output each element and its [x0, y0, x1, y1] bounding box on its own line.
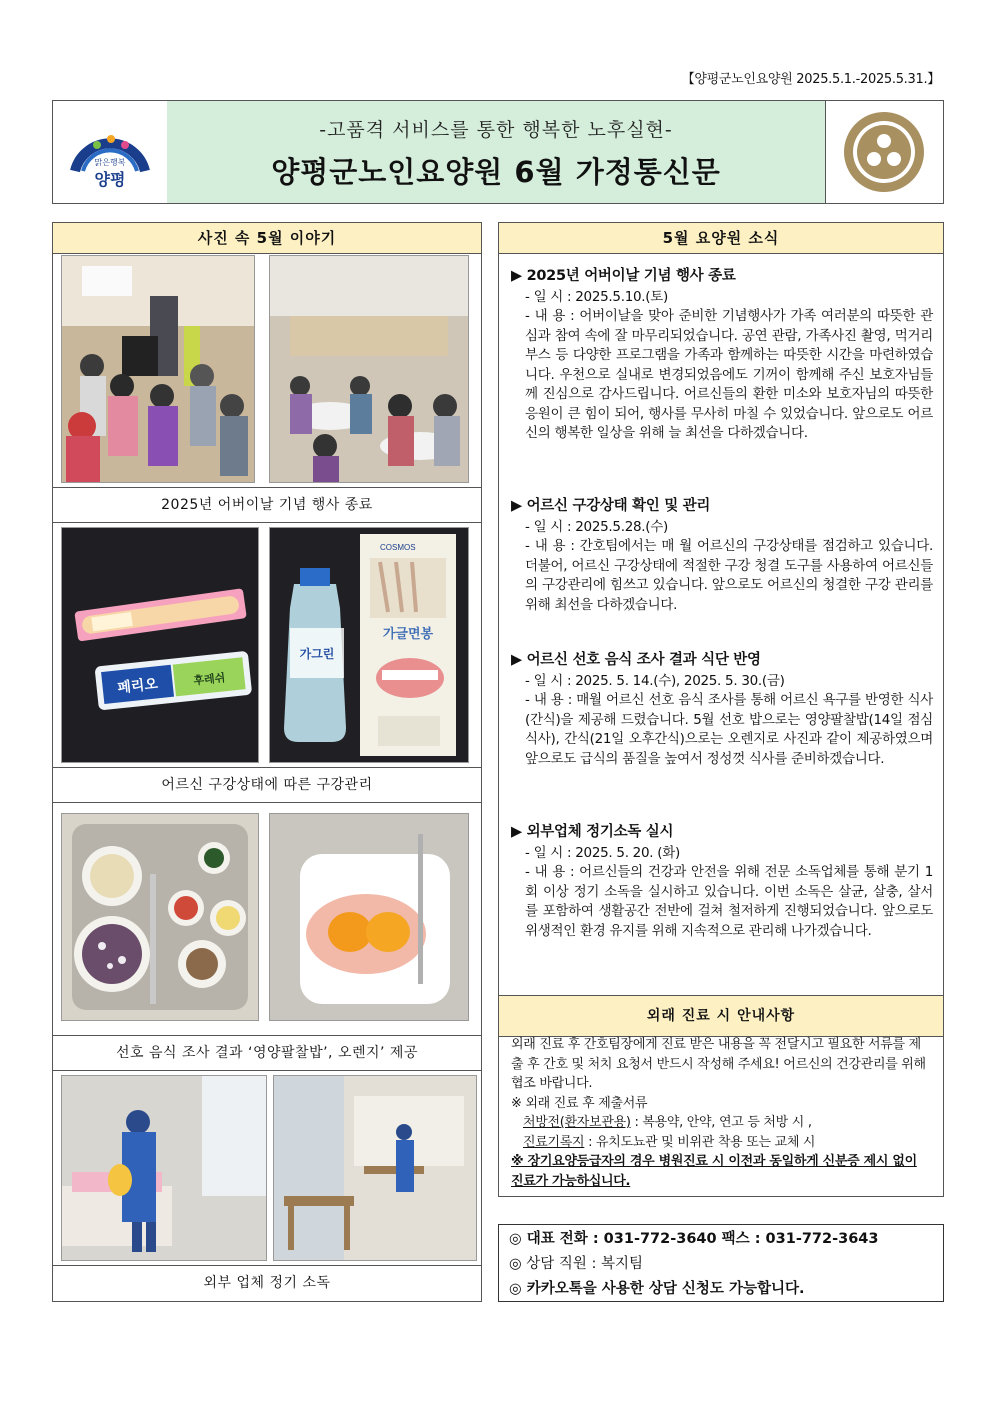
- news-date: - 일 시 : 2025.5.10.(토): [525, 288, 668, 305]
- news-item-disinfection: [511, 823, 933, 941]
- guide-doc-prescription: [511, 1113, 933, 1133]
- news-section-title: 5월 요양원 소식: [499, 223, 943, 254]
- logo-small-text: 맑은행복: [94, 158, 126, 167]
- news-body: - 내 용 : 간호팀에서는 매 월 어르신의 구강상태를 점검하고 있습니다. 더불어, 어르신 구강상태에 적절한 구강 청결 도구를 사용하여 어르신들의 구강관리에 힘쓰고 있습니다. 앞으로도 어르신의 청결한 구강 관리를 위해 최선을 다하겠습니다.: [525, 538, 933, 613]
- news-item-oral-care: [511, 497, 933, 615]
- yangpyeong-logo: [53, 101, 168, 203]
- oral-care-photo-2: [269, 527, 469, 763]
- period-reference: 【양평군노인요양원 2025.5.1.-2025.5.31.】: [681, 72, 940, 87]
- disinfection-photo-2: [273, 1075, 477, 1261]
- news-body: - 내 용 : 어버이날을 맞아 준비한 기념행사가 가족 여러분의 따뜻한 관심과 참여 속에 잘 마무리되었습니다. 공연 관람, 가족사진 촬영, 먹거리 부스 등 다양한 프로그램을 가족과 함께하는 따뜻한 시간을 마련하였습니다. 우천으로 실내로 변경되었음에도 기꺼이 함께해 주신 보호자님들께 진심으로 감사드립니다. 어르신들의 환한 미소와 보호자님의 따뜻한 응원이 큰 힘이 되어, 행사를 무사히 마칠 수 있었습니다. 앞으로도 어르신의 행복한 일상을 위해 늘 최선을 다하겠습니다.: [525, 308, 933, 441]
- news-body: - 내 용 : 어르신들의 건강과 안전을 위해 전문 소독업체를 통해 분기 1회 이상 정기 소독을 실시하고 있습니다. 이번 소독은 살균, 살충, 살서를 포함하여 생활공간 전반에 걸쳐 철저하게 진행되었습니다. 앞으로도 위생적인 환경 유지를 위해 지속적으로 관리해 나가겠습니다.: [525, 864, 933, 939]
- box-title-text: 가글면봉: [382, 627, 434, 642]
- guide-note: ※ 장기요양등급자의 경우 병원진료 시 이전과 동일하게 신분증 제시 없이 진료가 가능하십니다.: [511, 1154, 917, 1189]
- caption-food-survey: 선호 음식 조사 결과 ‘영양팔찰밥’, 오렌지’ 제공: [53, 1035, 481, 1071]
- newsletter-header: [52, 100, 944, 204]
- contact-box: [498, 1224, 944, 1302]
- news-date: - 일 시 : 2025. 5. 20. (화): [525, 844, 680, 861]
- toothpaste-brand-text: 페리오: [116, 676, 159, 697]
- news-panel: [498, 222, 944, 1197]
- guide-docs-title: ※ 외래 진료 후 제출서류: [511, 1095, 648, 1111]
- guide-section-title: 외래 진료 시 안내사항: [499, 995, 943, 1037]
- doc-label: 처방전(환자보관용): [523, 1115, 631, 1130]
- parents-day-photo-2: [269, 255, 469, 483]
- page-subtitle: -고품격 서비스를 통한 행복한 노후실현-: [319, 119, 673, 141]
- contact-staff: ◎ 상담 직원 : 복지팀: [509, 1256, 644, 1272]
- food-photo-rice-meal: [61, 813, 259, 1021]
- news-item-food-survey: [511, 651, 933, 769]
- disinfection-photo-1: [61, 1075, 267, 1261]
- news-item-parents-day: [511, 267, 933, 444]
- news-heading: ▶ 2025년 어버이날 기념 행사 종료: [511, 268, 736, 284]
- page-title: 양평군노인요양원 6월 가정통신문: [271, 155, 721, 189]
- news-date: - 일 시 : 2025.5.28.(수): [525, 518, 668, 535]
- contact-phone: ◎ 대표 전화 : 031-772-3640 팩스 : 031-772-3643: [509, 1231, 879, 1247]
- outpatient-guide: [511, 1035, 933, 1191]
- news-date: - 일 시 : 2025. 5. 14.(수), 2025. 5. 30.(금): [525, 672, 785, 689]
- box-brand-text: COSMOS: [380, 543, 416, 552]
- toothpaste-sub-text: 후레쉬: [192, 671, 226, 688]
- bottle-label-text: 가그린: [299, 647, 335, 661]
- doc-label: 진료기록지: [523, 1134, 585, 1150]
- institution-emblem: [825, 101, 943, 203]
- guide-doc-record: [511, 1133, 933, 1153]
- news-heading: ▶ 외부업체 정기소독 실시: [511, 824, 674, 840]
- oral-care-photo-1: [61, 527, 259, 763]
- title-block: [167, 101, 826, 203]
- guide-intro: 외래 진료 후 간호팀장에게 진료 받은 내용을 꼭 전달시고 필요한 서류를 제출 후 간호 및 처치 요청서 반드시 작성해 주세요! 어르신의 건강관리를 위해 협조 바랍니다.: [511, 1037, 926, 1091]
- photo-section-title: 사진 속 5월 이야기: [53, 223, 481, 254]
- news-heading: ▶ 어르신 구강상태 확인 및 관리: [511, 498, 711, 514]
- contact-kakao: ◎ 카카오톡을 사용한 상담 신청도 가능합니다.: [509, 1281, 805, 1297]
- doc-text: : 복용약, 안약, 연고 등 처방 시 ,: [630, 1115, 812, 1130]
- parents-day-photo-1: [61, 255, 255, 483]
- caption-parents-day: 2025년 어버이날 기념 행사 종료: [53, 487, 481, 523]
- caption-oral-care: 어르신 구강상태에 따른 구강관리: [53, 767, 481, 803]
- food-photo-orange: [269, 813, 469, 1021]
- photo-story-panel: [52, 222, 482, 1302]
- caption-disinfection: 외부 업체 정기 소독: [53, 1265, 481, 1300]
- news-heading: ▶ 어르신 선호 음식 조사 결과 식단 반영: [511, 652, 761, 668]
- doc-text: : 유치도뇨관 및 비위관 착용 또는 교체 시: [584, 1134, 816, 1150]
- news-body: - 내 용 : 매월 어르신 선호 음식 조사를 통해 어르신 욕구를 반영한 식사(간식)을 제공해 드렸습니다. 5월 선호 밥으로는 영양팔찰밥(14일 점심식사), 간식(21일 오후간식)으로는 오렌지로 사진과 같이 제공하였으며 앞으로도 급식의 품질을 높여서 정성껏 식사를 준비하겠습니다.: [525, 692, 933, 767]
- logo-text: 양평: [94, 170, 126, 189]
